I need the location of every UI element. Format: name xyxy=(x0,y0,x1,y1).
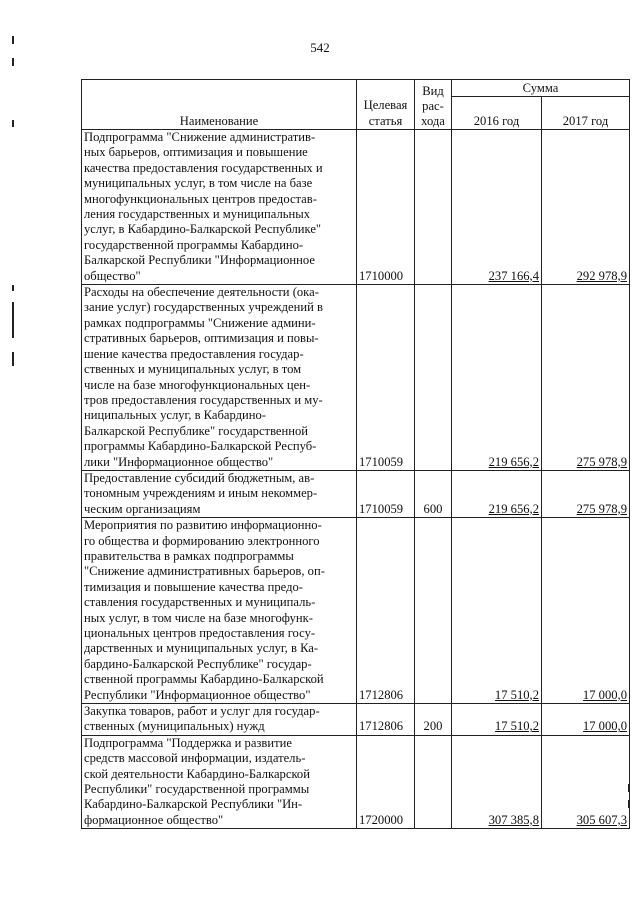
row-amount-2016: 17 510,2 xyxy=(452,518,542,704)
row-name xyxy=(82,470,357,517)
margin-mark xyxy=(12,58,14,66)
row-name-line: бардино-Балкарской Республике" государ- xyxy=(84,656,312,671)
row-name-line: числе на базе многофункциональных цен- xyxy=(84,377,311,392)
row-amount-2017: 275 978,9 xyxy=(542,285,630,471)
row-name xyxy=(82,285,357,471)
table-row xyxy=(82,470,630,517)
row-name-line: ческим организациям xyxy=(84,501,201,516)
header-row xyxy=(82,80,630,97)
row-name-line: шение качества предоставления государ- xyxy=(84,346,304,361)
row-article: 1710059 xyxy=(357,285,415,471)
header-article xyxy=(357,80,415,130)
header-kind-line: рас- xyxy=(422,99,444,113)
row-name-line: Республики "Информационное общество" xyxy=(84,687,311,702)
row-name-line: ставления государственных и муниципаль- xyxy=(84,595,316,610)
row-name-line: Предоставление субсидий бюджетным, ав- xyxy=(84,470,315,485)
row-name-line: программы Кабардино-Балкарской Респуб- xyxy=(84,439,317,454)
margin-mark xyxy=(12,120,14,127)
row-amount-2016: 307 385,8 xyxy=(452,735,542,828)
budget-table xyxy=(81,79,630,829)
row-article: 1710059 xyxy=(357,470,415,517)
row-name-line: услуг, в Кабардино-Балкарской Республике" xyxy=(84,222,322,237)
row-name-line: зание услуг) государственных учреждений в xyxy=(84,300,323,315)
row-name-line: стративных барьеров, оптимизация и повы- xyxy=(84,331,319,346)
row-amount-2016: 219 656,2 xyxy=(452,470,542,517)
row-name-line: качества предоставления государственных и xyxy=(84,160,323,175)
margin-mark xyxy=(12,352,14,366)
row-amount-2017: 17 000,0 xyxy=(542,704,630,736)
row-name-line: Балкарской Республике" государственной xyxy=(84,423,309,438)
row-amount-2017: 305 607,3 xyxy=(542,735,630,828)
header-article-line: статья xyxy=(368,113,403,128)
row-name-line: формационное общество" xyxy=(84,812,224,827)
row-name-line: тров предоставления государственных и му- xyxy=(84,392,323,407)
row-name-line: многофункциональных центров предостав- xyxy=(84,191,317,206)
table-row xyxy=(82,518,630,704)
row-name-line: дарственных и муниципальных услуг, в Ка- xyxy=(84,641,319,656)
row-kind xyxy=(415,285,452,471)
row-amount-2016: 17 510,2 xyxy=(452,704,542,736)
row-name-line: средств массовой информации, издатель- xyxy=(84,751,306,766)
row-amount-2016: 219 656,2 xyxy=(452,285,542,471)
row-article: 1710000 xyxy=(357,130,415,285)
row-name-line: тимизация и повышение качества предо- xyxy=(84,579,303,594)
row-name-line: ской деятельности Кабардино-Балкарской xyxy=(84,766,310,781)
row-name xyxy=(82,704,357,736)
row-name xyxy=(82,130,357,285)
row-name-line: ниципальных услуг, в Кабардино- xyxy=(84,408,267,423)
row-kind: 600 xyxy=(415,470,452,517)
row-name-line: ления государственных и муниципальных xyxy=(84,207,310,222)
table-row xyxy=(82,130,630,285)
margin-mark xyxy=(12,302,14,338)
row-name-line: тономным учреждениям и иным некоммер- xyxy=(84,486,318,501)
row-name-line: Кабардино-Балкарской Республики "Ин- xyxy=(84,797,303,812)
row-kind xyxy=(415,130,452,285)
row-kind xyxy=(415,518,452,704)
row-name-line: ных барьеров, оптимизация и повышение xyxy=(84,145,308,160)
row-name-line: циональных центров предоставления госу- xyxy=(84,626,316,640)
row-name-line: Подпрограмма "Поддержка и развитие xyxy=(84,735,292,750)
header-year-2016: 2016 год xyxy=(452,97,542,130)
row-name xyxy=(82,735,357,828)
table-row xyxy=(82,735,630,828)
row-name-line: правительства в рамках подпрограммы xyxy=(84,548,294,563)
row-name-line: "Снижение административных барьеров, оп- xyxy=(84,564,325,579)
row-article: 1712806 xyxy=(357,704,415,736)
row-amount-2016: 237 166,4 xyxy=(452,130,542,285)
header-sum: Сумма xyxy=(452,80,630,97)
row-article: 1720000 xyxy=(357,735,415,828)
header-article-line: Целевая xyxy=(363,98,408,113)
row-name-line: ственных (муниципальных) нужд xyxy=(84,719,265,734)
margin-mark xyxy=(12,36,14,44)
row-amount-2017: 17 000,0 xyxy=(542,518,630,704)
row-name-line: государственной программы Кабардино- xyxy=(84,237,304,252)
header-kind-line: Вид xyxy=(422,84,444,98)
table-row xyxy=(82,704,630,736)
row-kind xyxy=(415,735,452,828)
row-name-line: го общества и формированию электронного xyxy=(84,533,320,548)
row-name-line: Республики" государственной программы xyxy=(84,782,310,797)
header-name: Наименование xyxy=(82,80,357,130)
header-kind-line: хода xyxy=(421,114,445,128)
header-kind xyxy=(415,80,452,130)
row-name-line: ных услуг, в том числе на базе многофунк- xyxy=(84,610,313,625)
row-name-line: Подпрограмма "Снижение административ- xyxy=(84,130,316,144)
row-amount-2017: 275 978,9 xyxy=(542,470,630,517)
row-name-line: лики "Информационное общество" xyxy=(84,454,274,469)
row-name xyxy=(82,518,357,704)
row-name-line: Балкарской Республики "Информационное xyxy=(84,253,315,268)
row-name-line: Мероприятия по развитию информационно- xyxy=(84,518,322,533)
row-article: 1712806 xyxy=(357,518,415,704)
row-name-line: муниципальных услуг, в том числе на базе xyxy=(84,176,313,191)
row-amount-2017: 292 978,9 xyxy=(542,130,630,285)
row-name-line: рамках подпрограммы "Снижение админи- xyxy=(84,315,316,330)
header-year-2017: 2017 год xyxy=(542,97,630,130)
row-name-line: Закупка товаров, работ и услуг для государ- xyxy=(84,704,320,719)
page-number: 542 xyxy=(310,40,330,55)
row-name-line: Расходы на обеспечение деятельности (ока- xyxy=(84,285,319,300)
row-kind: 200 xyxy=(415,704,452,736)
row-name-line: ственных и муниципальных услуг, в том xyxy=(84,362,302,377)
row-name-line: ственной программы Кабардино-Балкарской xyxy=(84,672,324,687)
row-name-line: общество" xyxy=(84,268,141,283)
margin-mark xyxy=(12,285,14,291)
table-row xyxy=(82,285,630,471)
